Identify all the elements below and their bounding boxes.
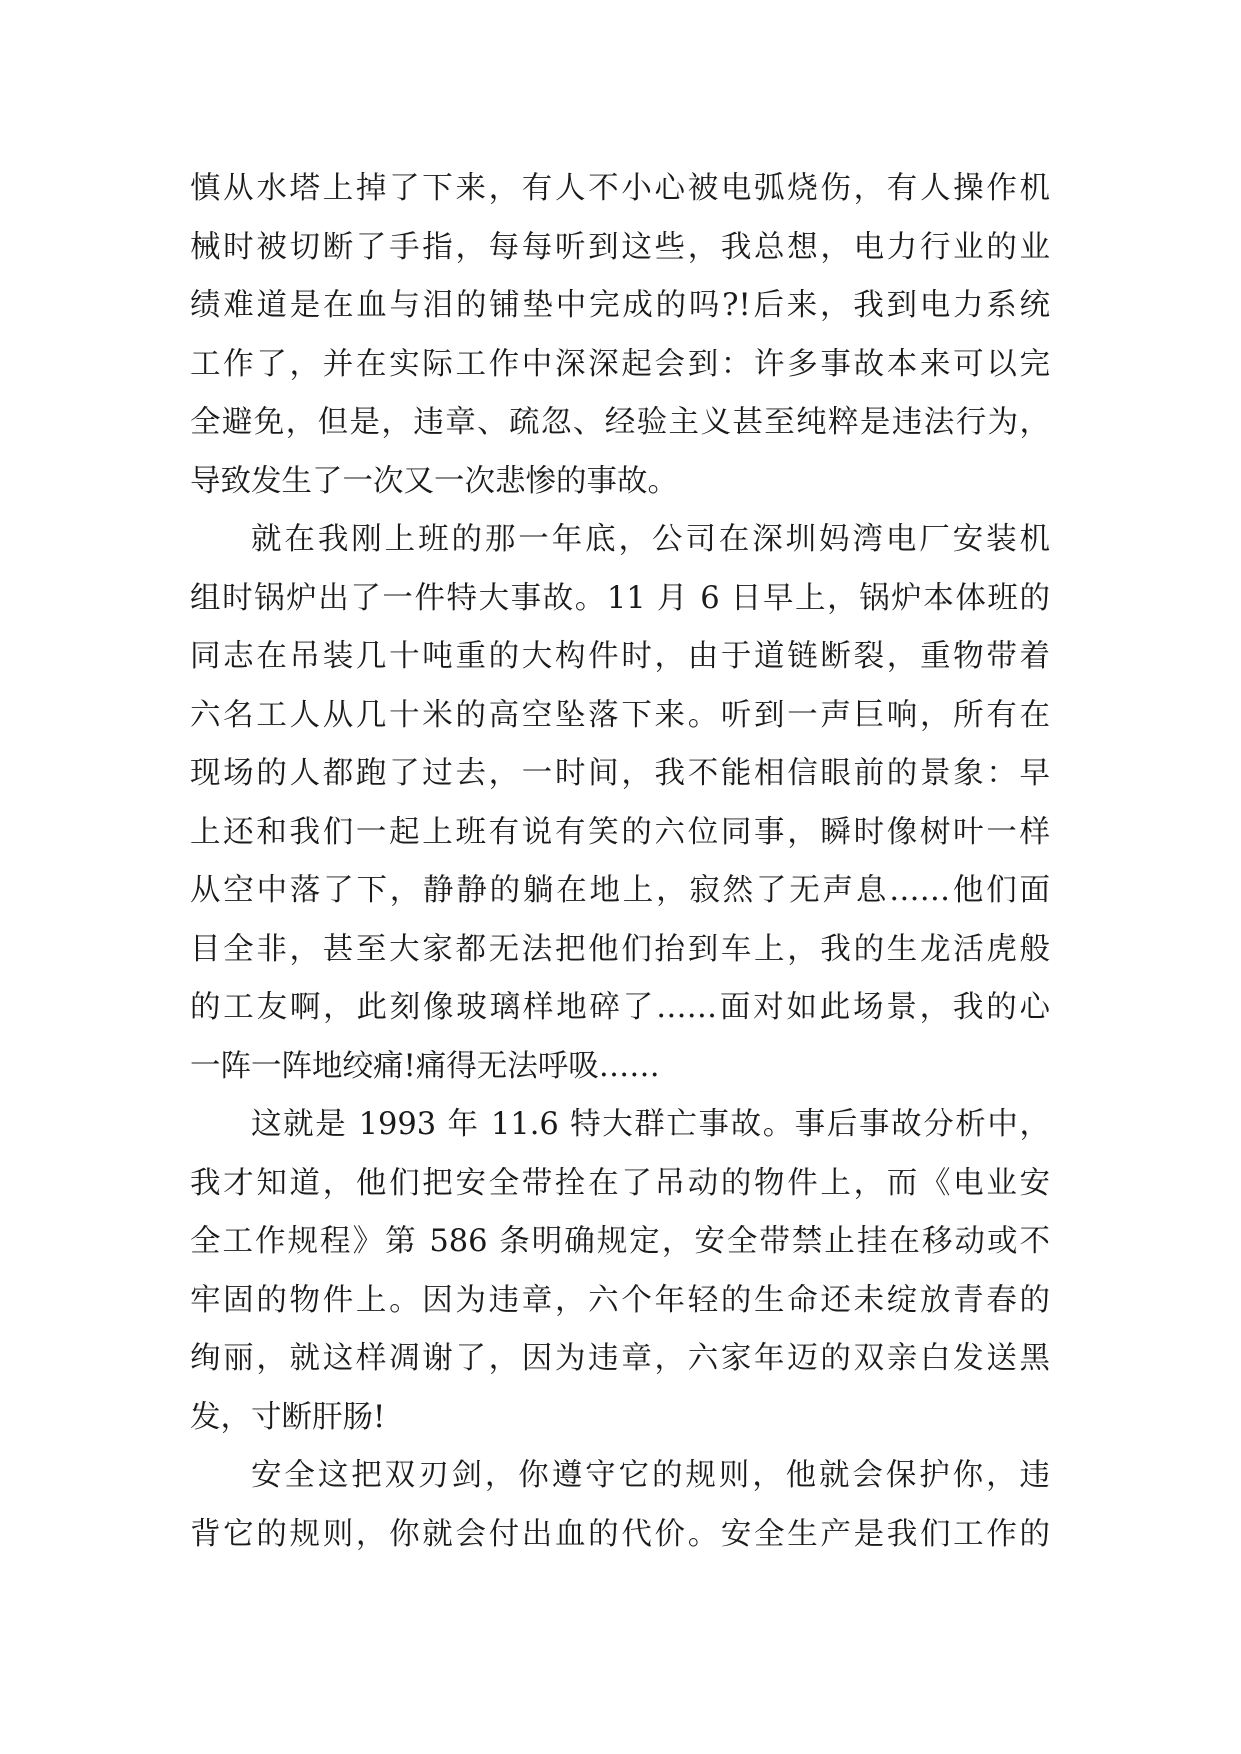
text-line: 导致发生了一次又一次悲惨的事故。 [190, 463, 678, 499]
text-line: 上还和我们一起上班有说有笑的六位同事，瞬时像树叶一样 [190, 814, 1050, 850]
text-line: 一阵一阵地绞痛!痛得无法呼吸…… [190, 1048, 660, 1084]
text-line: 全避免，但是，违章、疏忽、经验主义甚至纯粹是违法行为， [190, 405, 1050, 440]
text-line: 我才知道，他们把安全带拴在了吊动的物件上，而《电业安 [190, 1165, 1050, 1201]
document-body [190, 160, 1050, 1564]
paragraph-3 [190, 1096, 1050, 1447]
text-line: 工作了，并在实际工作中深深起会到：许多事故本来可以完 [190, 346, 1050, 382]
text-line: 绚丽，就这样凋谢了，因为违章，六家年迈的双亲白发送黑 [190, 1341, 1050, 1376]
text-line: 现场的人都跑了过去，一时间，我不能相信眼前的景象：早 [190, 756, 1050, 791]
text-line: 就在我刚上班的那一年底，公司在深圳妈湾电厂安装机 [251, 522, 1050, 557]
text-line: 慎从水塔上掉了下来，有人不小心被电弧烧伤，有人操作机 [190, 171, 1050, 206]
text-line: 从空中落了下，静静的躺在地上，寂然了无声息……他们面 [190, 873, 1050, 908]
text-line: 的工友啊，此刻像玻璃样地碎了……面对如此场景，我的心 [190, 990, 1050, 1025]
text-line: 这就是 1993 年 11.6 特大群亡事故。事后事故分析中， [251, 1107, 1050, 1142]
text-line: 背它的规则，你就会付出血的代价。安全生产是我们工作的 [190, 1516, 1050, 1552]
text-line: 安全这把双刃剑，你遵守它的规则，他就会保护你，违 [251, 1458, 1050, 1493]
text-line: 同志在吊装几十吨重的大构件时，由于道链断裂，重物带着 [190, 639, 1050, 674]
text-line: 目全非，甚至大家都无法把他们抬到车上，我的生龙活虎般 [190, 931, 1050, 967]
text-line: 发，寸断肝肠! [190, 1399, 386, 1435]
text-line: 六名工人从几十米的高空坠落下来。听到一声巨响，所有在 [190, 697, 1050, 733]
text-line: 绩难道是在血与泪的铺垫中完成的吗?!后来，我到电力系统 [190, 288, 1050, 323]
paragraph-4 [190, 1447, 1050, 1564]
paragraph-1 [190, 160, 1050, 511]
text-line: 全工作规程》第 586 条明确规定，安全带禁止挂在移动或不 [190, 1224, 1050, 1259]
paragraph-2 [190, 511, 1050, 1096]
text-line: 牢固的物件上。因为违章，六个年轻的生命还未绽放青春的 [190, 1282, 1050, 1318]
text-line: 组时锅炉出了一件特大事故。11 月 6 日早上，锅炉本体班的 [190, 580, 1050, 616]
text-line: 械时被切断了手指，每每听到这些，我总想，电力行业的业 [190, 229, 1050, 265]
